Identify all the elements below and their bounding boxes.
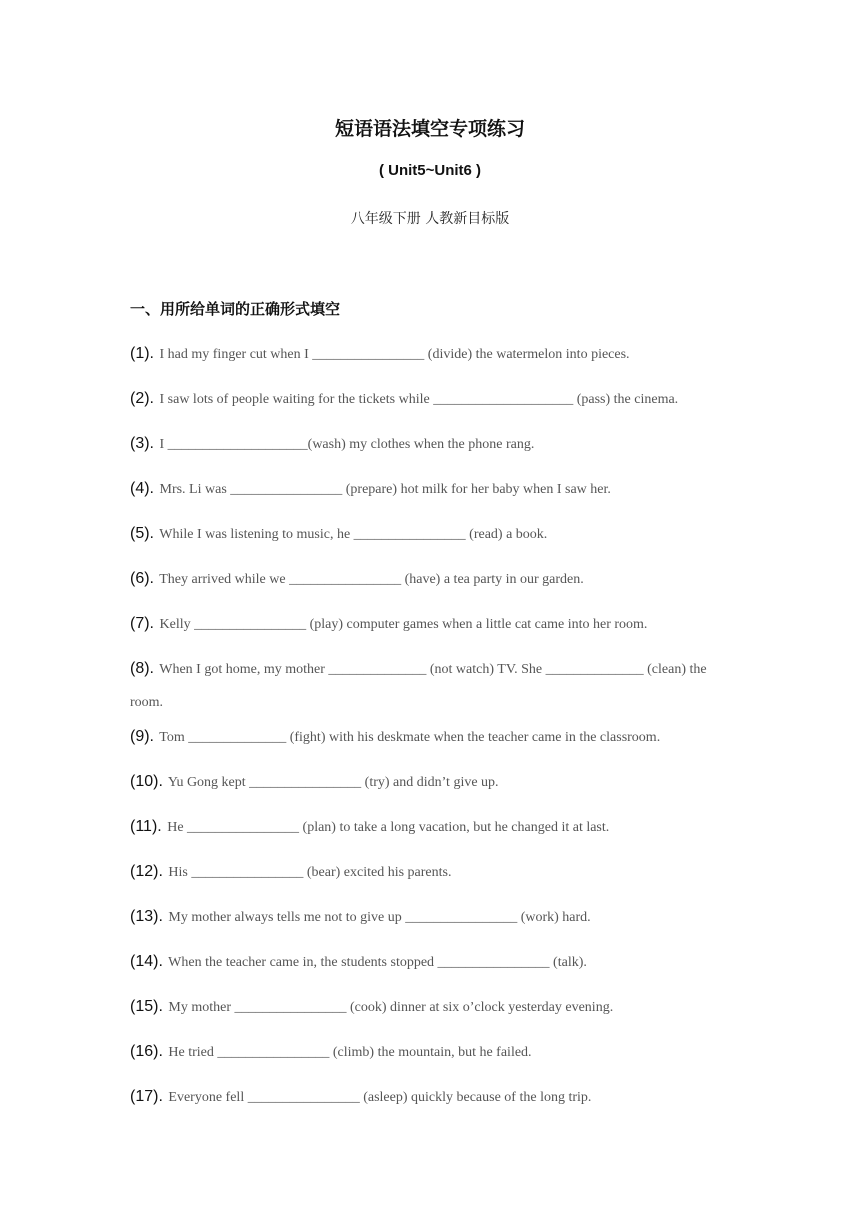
question-number: (8). [130,660,154,677]
grade-edition: 八年级下册 人教新目标版 [350,211,510,227]
question-number: (11). [130,818,162,835]
question-text: They arrived while we ________________ (have) a tea party in our garden. [159,572,584,587]
question-text: While I was listening to music, he ________________ (read) a book. [159,527,548,542]
question-text: My mother always tells me not to give up ________________ (work) hard. [168,910,591,925]
question-15 [130,990,740,1024]
question-17 [130,1080,740,1114]
question-4 [130,472,740,506]
question-text: I saw lots of people waiting for the tickets while ____________________ (pass) the cinema. [159,392,679,407]
question-13 [130,900,740,934]
question-number: (13). [130,908,163,925]
question-number: (4). [130,480,154,497]
question-text: When I got home, my mother ______________ (not watch) TV. She ______________ (clean) the room. [130,662,707,710]
question-9 [130,720,740,754]
question-6 [130,562,740,596]
question-11 [130,810,740,844]
question-text: I ____________________(wash) my clothes when the phone rang. [159,437,535,452]
question-number: (12). [130,863,163,880]
question-10 [130,765,740,799]
question-text: My mother ________________ (cook) dinner at six o’clock yesterday evening. [168,1000,614,1015]
question-number: (2). [130,390,154,407]
question-text: Everyone fell ________________ (asleep) quickly because of the long trip. [168,1090,592,1105]
question-14 [130,945,740,979]
question-number: (1). [130,345,154,362]
question-number: (15). [130,998,163,1015]
question-number: (6). [130,570,154,587]
question-8 [130,652,740,719]
question-text: He tried ________________ (climb) the mountain, but he failed. [168,1045,532,1060]
question-text: Tom ______________ (fight) with his deskmate when the teacher came in the classroom. [159,730,661,745]
section-heading: 一、用所给单词的正确形式填空 [130,300,341,318]
question-7 [130,607,740,641]
question-number: (17). [130,1088,163,1105]
question-text: His ________________ (bear) excited his parents. [168,865,452,880]
question-text: I had my finger cut when I ________________ (divide) the watermelon into pieces. [159,347,630,362]
question-number: (5). [130,525,154,542]
question-text: Kelly ________________ (play) computer games when a little cat came into her room. [159,617,648,632]
question-text: When the teacher came in, the students stopped ________________ (talk). [168,955,587,970]
question-2 [130,382,740,416]
question-text: Yu Gong kept ________________ (try) and didn’t give up. [167,775,499,790]
question-number: (7). [130,615,154,632]
question-text: Mrs. Li was ________________ (prepare) hot milk for her baby when I saw her. [159,482,611,497]
page-title: 短语语法填空专项练习 [334,118,525,140]
question-number: (3). [130,435,154,452]
unit-range: ( Unit5~Unit6 ) [378,162,482,179]
question-number: (16). [130,1043,163,1060]
question-16 [130,1035,740,1069]
question-text: He ________________ (plan) to take a long vacation, but he changed it at last. [167,820,610,835]
question-number: (9). [130,728,154,745]
question-number: (10). [130,773,163,790]
question-number: (14). [130,953,163,970]
question-12 [130,855,740,889]
question-1 [130,337,740,371]
question-5 [130,517,740,551]
question-3 [130,427,740,461]
